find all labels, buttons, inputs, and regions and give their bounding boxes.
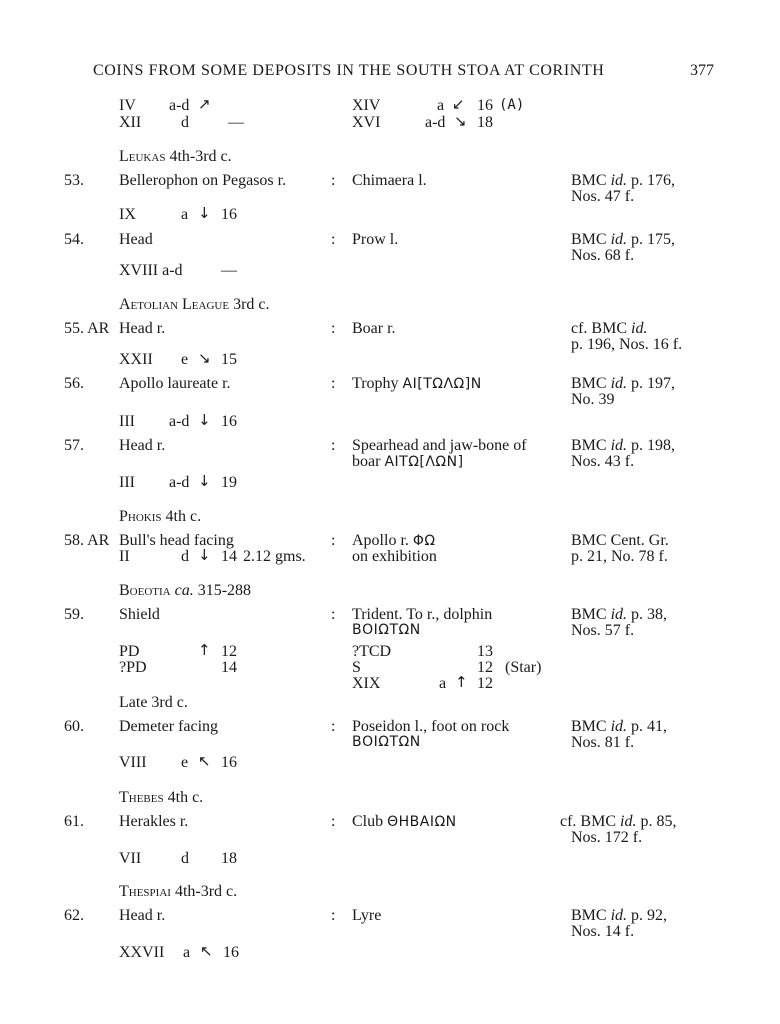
reference: BMC id. p. 38,	[571, 606, 668, 623]
entry-number: 55. AR	[64, 320, 110, 337]
die-mark: d	[181, 850, 189, 867]
separator: :	[331, 813, 336, 830]
reverse: Spearhead and jaw-bone of	[352, 437, 527, 454]
arrow-up-icon: ↑	[198, 641, 211, 659]
arrow-northeast-icon: ↗	[198, 95, 211, 113]
die-number: XVI	[352, 114, 381, 131]
die-mark: a-d	[425, 114, 446, 131]
entry-number: 57.	[64, 437, 84, 454]
section-heading: Aetolian League 3rd c.	[119, 296, 270, 313]
entry-number: 54.	[64, 231, 84, 248]
reverse-cont: on exhibition	[352, 548, 437, 565]
entry-number: 56.	[64, 375, 84, 392]
die-mark: a	[181, 206, 189, 223]
entry-number: 58. AR	[64, 532, 110, 549]
die-mark: a-d	[169, 413, 190, 430]
separator: :	[331, 172, 336, 189]
die-note: (A)	[499, 97, 525, 113]
greek-legend: ΘΗΒΑΙΩΝ	[387, 814, 457, 830]
obverse: Head r.	[119, 907, 166, 924]
die-mark: d	[181, 548, 189, 565]
reference-cont: Nos. 14 f.	[571, 923, 635, 940]
die-number: XXVII	[119, 944, 165, 961]
dash: —	[228, 114, 244, 131]
arrow-northwest-icon: ↖	[200, 942, 213, 960]
reference-cont: p. 21, No. 78 f.	[571, 548, 668, 565]
die-mark: e	[181, 754, 189, 771]
section-heading: Late 3rd c.	[119, 694, 188, 711]
die-number: ?TCD	[352, 643, 392, 660]
reference: BMC id. p. 41,	[571, 718, 668, 735]
die-number: XII	[119, 114, 142, 131]
reference: cf. BMC id.	[571, 320, 648, 337]
reference-cont: p. 196, Nos. 16 f.	[571, 336, 683, 353]
section-heading: Boeotia ca. 315-288	[119, 582, 252, 599]
arrow-southeast-icon: ↘	[198, 349, 211, 367]
section-heading: Thebes 4th c.	[119, 789, 204, 806]
die-number: XIX	[352, 675, 381, 692]
reference: BMC id. p. 92,	[571, 907, 668, 924]
reference: BMC id. p. 197,	[571, 375, 676, 392]
die-number: VIII	[119, 754, 147, 771]
die-number: ?PD	[119, 659, 147, 676]
die-number: III	[119, 474, 135, 491]
reference-cont: Nos. 57 f.	[571, 622, 635, 639]
die-size: 13	[477, 643, 493, 660]
die-number: IX	[119, 206, 136, 223]
die-size: 12	[221, 643, 237, 660]
die-size: 18	[221, 850, 237, 867]
die-size: 16	[477, 97, 493, 114]
obverse: Apollo laureate r.	[119, 375, 231, 392]
obverse: Demeter facing	[119, 718, 219, 735]
separator: :	[331, 718, 336, 735]
die-size: 16	[223, 944, 239, 961]
die-size: 12	[477, 675, 493, 692]
reference: BMC id. p. 175,	[571, 231, 676, 248]
arrow-down-icon: ↓	[198, 546, 211, 564]
reverse-cont: boar ΑΙΤΩ[ΛΩΝ]	[352, 453, 464, 470]
die-weight: 2.12 gms.	[243, 548, 306, 565]
reference: BMC id. p. 176,	[571, 172, 676, 189]
die-mark: a	[437, 97, 445, 114]
obverse: Head	[119, 231, 153, 248]
reverse: Trophy ΑΙ[ΤΩΛΩ]Ν	[352, 375, 482, 392]
arrow-southeast-icon: ↘	[454, 112, 467, 130]
section-heading: Leukas 4th-3rd c.	[119, 148, 232, 165]
die-size: 12	[477, 659, 493, 676]
arrow-down-icon: ↓	[198, 472, 211, 490]
reference-cont: Nos. 81 f.	[571, 734, 635, 751]
greek-legend: ΑΙ[ΤΩΛΩ]Ν	[402, 376, 482, 392]
entry-number: 53.	[64, 172, 84, 189]
reference-cont: Nos. 172 f.	[571, 829, 643, 846]
reference-cont: Nos. 43 f.	[571, 453, 635, 470]
die-number: III	[119, 413, 135, 430]
obverse: Head r.	[119, 437, 166, 454]
separator: :	[331, 320, 336, 337]
section-heading: Thespiai 4th-3rd c.	[119, 883, 238, 900]
die-mark: a	[439, 675, 447, 692]
separator: :	[331, 437, 336, 454]
die-mark: a	[183, 944, 191, 961]
obverse: Herakles r.	[119, 813, 189, 830]
die-number: XVIII a-d	[119, 262, 183, 279]
die-number: VII	[119, 850, 142, 867]
die-size: 16	[221, 206, 237, 223]
arrow-southwest-icon: ↙	[452, 95, 465, 113]
obverse: Head r.	[119, 320, 166, 337]
reference-cont: Nos. 68 f.	[571, 247, 635, 264]
die-number: S	[352, 659, 361, 676]
greek-legend: ΦΩ	[412, 533, 436, 549]
reverse: Chimaera l.	[352, 172, 427, 189]
reverse: Boar r.	[352, 320, 396, 337]
separator: :	[331, 907, 336, 924]
reference-cont: No. 39	[571, 391, 615, 408]
reverse: Apollo r. ΦΩ	[352, 532, 436, 549]
page-number: 377	[690, 62, 714, 79]
die-size: 16	[221, 754, 237, 771]
die-number: PD	[119, 643, 140, 660]
dash: —	[221, 262, 237, 279]
die-mark: a-d	[169, 474, 190, 491]
obverse: Shield	[119, 606, 160, 623]
arrow-northwest-icon: ↖	[198, 752, 211, 770]
reference-cont: Nos. 47 f.	[571, 188, 635, 205]
entry-number: 61.	[64, 813, 84, 830]
entry-number: 62.	[64, 907, 84, 924]
die-note: (Star)	[505, 659, 542, 676]
separator: :	[331, 532, 336, 549]
die-size: 18	[477, 114, 493, 131]
reverse: Poseidon l., foot on rock	[352, 718, 510, 735]
die-size: 15	[221, 351, 237, 368]
obverse: Bellerophon on Pegasos r.	[119, 172, 287, 189]
reference: BMC id. p. 198,	[571, 437, 676, 454]
die-number: XXII	[119, 351, 153, 368]
die-number: IV	[119, 97, 136, 114]
die-mark: e	[181, 351, 189, 368]
separator: :	[331, 375, 336, 392]
greek-legend: ΒΟΙΩΤΩΝ	[352, 622, 421, 638]
die-mark: a-d	[169, 97, 190, 114]
die-size: 19	[221, 474, 237, 491]
entry-number: 59.	[64, 606, 84, 623]
obverse: Bull's head facing	[119, 532, 234, 549]
die-size: 14	[221, 548, 237, 565]
separator: :	[331, 606, 336, 623]
reverse: Club ΘΗΒΑΙΩΝ	[352, 813, 457, 830]
separator: :	[331, 231, 336, 248]
die-size: 14	[221, 659, 237, 676]
entry-number: 60.	[64, 718, 84, 735]
die-size: 16	[221, 413, 237, 430]
die-number: II	[119, 548, 130, 565]
arrow-down-icon: ↓	[198, 204, 211, 222]
reference: BMC Cent. Gr.	[571, 532, 669, 549]
running-title: COINS FROM SOME DEPOSITS IN THE SOUTH STOA AT CORINTH	[93, 62, 605, 79]
arrow-up-icon: ↑	[455, 673, 468, 691]
arrow-down-icon: ↓	[198, 411, 211, 429]
reverse: Prow l.	[352, 231, 399, 248]
greek-legend: ΒΟΙΩΤΩΝ	[352, 734, 421, 750]
die-mark: d	[181, 114, 189, 131]
greek-legend: ΑΙΤΩ[ΛΩΝ]	[384, 454, 464, 470]
reverse: Lyre	[352, 907, 382, 924]
die-number: XIV	[352, 97, 381, 114]
reverse: Trident. To r., dolphin	[352, 606, 493, 623]
reference: cf. BMC id. p. 85,	[560, 813, 677, 830]
section-heading: Phokis 4th c.	[119, 508, 202, 525]
